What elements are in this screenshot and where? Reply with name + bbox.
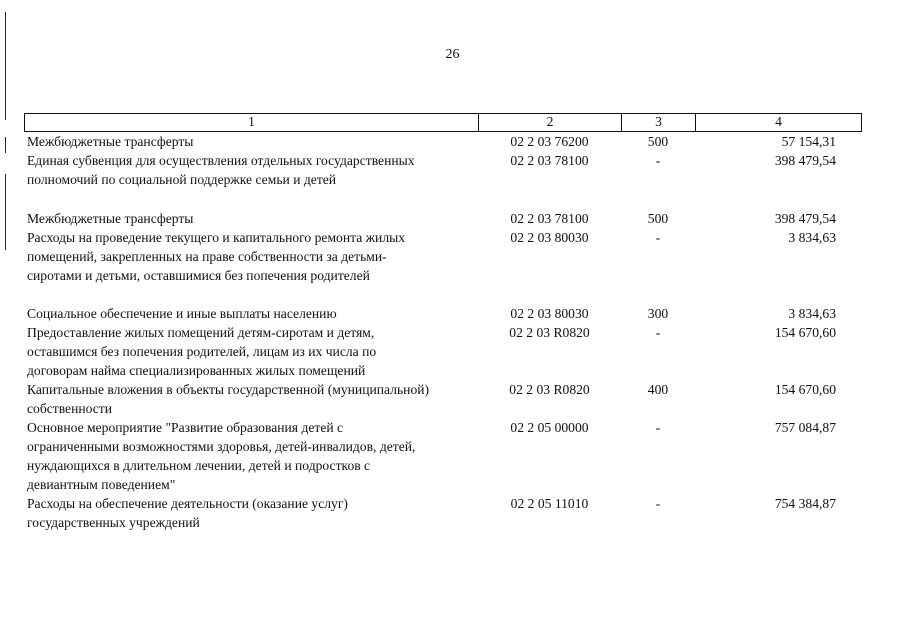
row-name: [24, 494, 478, 532]
row-name-line: договорам найма специализированных жилых помещений: [27, 363, 366, 378]
column-header: 3: [621, 114, 695, 131]
row-spacer: [24, 285, 862, 304]
row-name-line: Единая субвенция для осуществления отдельных государственных: [27, 153, 415, 168]
row-code: 02 2 03 76200: [510, 134, 589, 149]
row-code: 02 2 05 11010: [510, 496, 589, 511]
row-name: Межбюджетные трансферты: [27, 134, 194, 149]
row-name: [24, 151, 478, 189]
row-name-line: нуждающихся в длительном лечении, детей и подростков с: [27, 458, 371, 473]
scan-edge-mark: [5, 137, 6, 153]
row-name-line: девиантным поведением": [27, 477, 176, 492]
row-name: [24, 228, 478, 285]
table-row: [24, 418, 862, 494]
page-number: 26: [445, 47, 460, 62]
row-type: -: [655, 496, 661, 511]
table-header: [24, 113, 862, 132]
row-type: -: [655, 153, 661, 168]
row-code: 02 2 03 R0820: [509, 325, 590, 340]
row-name: Социальное обеспечение и иные выплаты населению: [27, 306, 337, 321]
row-name-line: ограниченными возможностями здоровья, детей-инвалидов, детей,: [27, 439, 416, 454]
row-name: [24, 380, 478, 418]
table-row: [24, 304, 862, 323]
row-amount: 154 670,60: [774, 325, 836, 340]
row-amount: 3 834,63: [788, 230, 836, 245]
row-name-line: государственных учреждений: [27, 515, 200, 530]
table-row: [24, 323, 862, 380]
row-type: 500: [647, 134, 669, 149]
row-name-line: полномочий по социальной поддержке семьи и детей: [27, 172, 337, 187]
table-row: [24, 209, 862, 228]
row-type: 300: [647, 306, 669, 321]
row-code: 02 2 03 R0820: [509, 382, 590, 397]
table-row: [24, 494, 862, 532]
row-amount: 757 084,87: [774, 420, 836, 435]
scan-edge-mark: [5, 174, 6, 250]
row-amount: 57 154,31: [781, 134, 836, 149]
row-name: Межбюджетные трансферты: [27, 211, 194, 226]
row-amount: 3 834,63: [788, 306, 836, 321]
row-amount: 398 479,54: [774, 153, 836, 168]
row-amount: 398 479,54: [774, 211, 836, 226]
row-name-line: Расходы на обеспечение деятельности (оказание услуг): [27, 496, 348, 511]
table-row: [24, 228, 862, 285]
row-code: 02 2 03 78100: [510, 211, 589, 226]
row-spacer: [24, 189, 862, 209]
column-header: 1: [24, 114, 478, 131]
row-type: -: [655, 230, 661, 245]
row-amount: 154 670,60: [774, 382, 836, 397]
row-name-line: Предоставление жилых помещений детям-сиротам и детям,: [27, 325, 375, 340]
row-code: 02 2 03 80030: [510, 230, 589, 245]
row-type: -: [655, 325, 661, 340]
table-row: [24, 132, 862, 151]
row-type: 500: [647, 211, 669, 226]
row-name: [24, 418, 478, 494]
table-row: [24, 380, 862, 418]
row-name-line: Капитальные вложения в объекты государственной (муниципальной): [27, 382, 430, 397]
row-code: 02 2 05 00000: [510, 420, 589, 435]
row-name-line: Основное мероприятие "Развитие образования детей с: [27, 420, 344, 435]
row-name: [24, 323, 478, 380]
row-code: 02 2 03 78100: [510, 153, 589, 168]
budget-table: [24, 113, 862, 532]
row-amount: 754 384,87: [774, 496, 836, 511]
row-name-line: Расходы на проведение текущего и капитального ремонта жилых: [27, 230, 406, 245]
row-code: 02 2 03 80030: [510, 306, 589, 321]
column-header: 2: [478, 114, 621, 131]
row-name-line: помещений, закрепленных на праве собственности за детьми-: [27, 249, 387, 264]
row-type: -: [655, 420, 661, 435]
scan-edge-mark: [5, 12, 6, 120]
table-row: [24, 151, 862, 189]
row-name-line: сиротами и детьми, оставшимися без попечения родителей: [27, 268, 370, 283]
column-header: 4: [695, 114, 862, 131]
row-name-line: собственности: [27, 401, 113, 416]
row-type: 400: [647, 382, 669, 397]
row-name-line: оставшимся без попечения родителей, лицам из их числа по: [27, 344, 377, 359]
